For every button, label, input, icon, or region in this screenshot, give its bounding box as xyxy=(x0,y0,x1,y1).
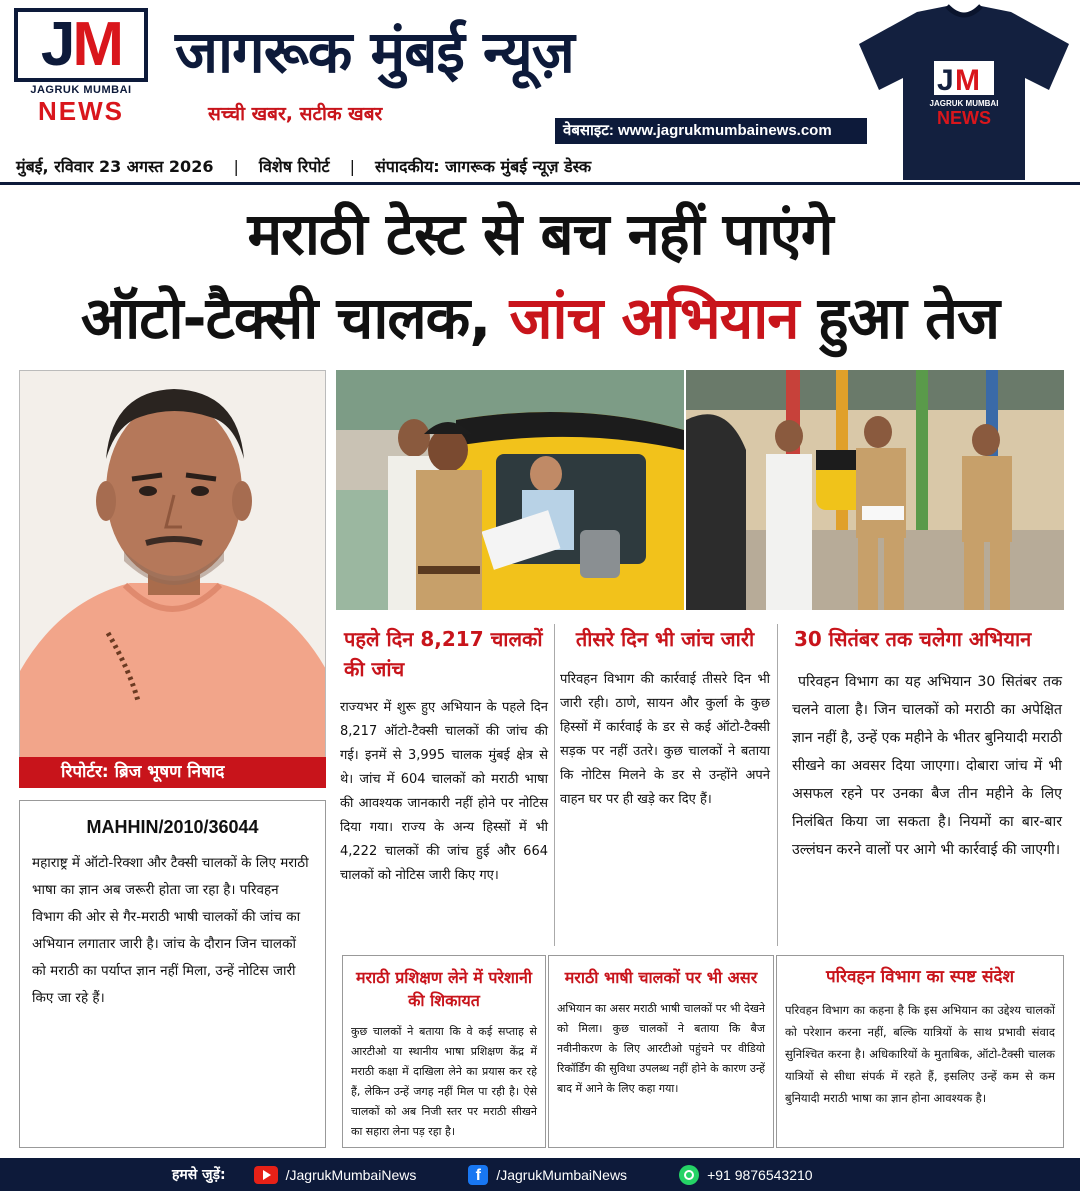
reporter-credit: रिपोर्टर: ब्रिज भूषण निषाद xyxy=(19,757,326,788)
registration-box xyxy=(19,800,326,1148)
section-label: विशेष रिपोर्ट xyxy=(258,157,330,176)
svg-text:J: J xyxy=(937,64,954,97)
box-marathi-drivers xyxy=(548,955,774,1148)
box-text: परिवहन विभाग का कहना है कि इस अभियान का उद्देश्य चालकों को परेशान करना नहीं, बल्कि यात्रियों के साथ प्रभावी संवाद सुनिश्चित करना है। अधिकारियों के मुताबिक, ऑटो-टैक्सी चालक यात्रियों से सीधा संपर्क में रहते हैं, इसलिए उन्हें कम से कम बुनियादी मराठी भाषा का ज्ञान होना आवश्यक है। xyxy=(785,1003,1055,1105)
box-text: कुछ चालकों ने बताया कि वे कई सप्ताह से आरटीओ या स्थानीय भाषा प्रशिक्षण केंद्र में मराठी कक्षा में दाखिला लेने का प्रयास कर रहे हैं, लेकिन उन्हें जगह नहीं मिल पा रही है। ऐसे चालकों को अब निजी स्तर पर मराठी सीखने का सहारा लेना पड़ रहा है। xyxy=(351,1025,537,1138)
svg-text:M: M xyxy=(955,64,980,97)
tshirt-logo-subtitle: JAGRUK MUMBAI xyxy=(929,99,999,108)
tshirt-logo-news: NEWS xyxy=(937,108,991,128)
youtube-icon[interactable] xyxy=(254,1166,278,1184)
dateline xyxy=(0,150,850,182)
dateline-separator: | xyxy=(349,156,355,176)
column-heading: पहले दिन 8,217 चालकों की जांच xyxy=(344,627,543,681)
taxi-inspection-photo xyxy=(336,370,684,610)
jm-news-logo[interactable] xyxy=(14,8,148,126)
logo-letter-j: J xyxy=(40,10,73,79)
masthead-tagline: सच्ची खबर, सटीक खबर xyxy=(208,103,383,125)
auto-stand-inspection-photo xyxy=(686,370,1064,610)
facebook-icon[interactable]: f xyxy=(468,1165,488,1185)
logo-letter-m: M xyxy=(72,10,122,79)
logo-news: NEWS xyxy=(38,96,124,126)
article-column-third-day xyxy=(560,624,770,812)
reporter-photo xyxy=(19,370,326,788)
headline-line-2-end: हुआ तेज xyxy=(798,284,1000,352)
masthead xyxy=(0,0,1080,150)
column-divider xyxy=(777,624,778,946)
tshirt-icon xyxy=(855,4,1073,182)
facebook-link[interactable]: /JagrukMumbaiNews xyxy=(496,1166,628,1183)
column-text: परिवहन विभाग का यह अभियान 30 सितंबर तक चलने वाला है। जिन चालकों को मराठी का अपेक्षित ज्ञान नहीं है, उन्हें एक महीने के भीतर बुनियादी मराठी सीखने का अवसर दिया जाएगा। दोबारा जांच में भी असफल रहने पर उनका बैज तीन महीने के लिए निलंबित किया जा सकता है। नियमों का बार-बार उल्लंघन करने वालों पर आगे भी कार्रवाई की जाएगी। xyxy=(792,674,1062,858)
footer-bar xyxy=(0,1158,1080,1191)
masthead-title: जागरूक मुंबई न्यूज़ xyxy=(175,18,574,86)
column-heading: 30 सितंबर तक चलेगा अभियान xyxy=(794,627,1032,651)
whatsapp-number[interactable]: +91 9876543210 xyxy=(707,1166,813,1183)
masthead-rule xyxy=(0,182,1080,185)
box-training-complaint xyxy=(342,955,546,1148)
column-heading: तीसरे दिन भी जांच जारी xyxy=(575,627,755,651)
headline-accent: जांच अभियान xyxy=(509,284,799,352)
box-heading: मराठी भाषी चालकों पर भी असर xyxy=(564,968,758,987)
registration-number: MAHHIN/2010/36044 xyxy=(86,817,259,837)
dateline-separator: | xyxy=(233,156,239,176)
article-column-deadline xyxy=(792,624,1062,864)
whatsapp-icon[interactable] xyxy=(679,1165,699,1185)
intro-paragraph: महाराष्ट्र में ऑटो-रिक्शा और टैक्सी चालकों के लिए मराठी भाषा का ज्ञान अब जरूरी होता जा रहा है। परिवहन विभाग की ओर से गैर-मराठी भाषी चालकों की जांच का अभियान लगातार जारी है। जांच के दौरान जिन चालकों को मराठी का पर्याप्त ज्ञान नहीं मिला, उन्हें नोटिस जारी किए जा रहे हैं। xyxy=(32,855,309,1006)
headline-line-2 xyxy=(0,276,1080,360)
logo-letters xyxy=(14,8,148,82)
website-link[interactable]: वेबसाइट: www.jagrukmumbainews.com xyxy=(555,118,867,144)
box-text: अभियान का असर मराठी भाषी चालकों पर भी देखने को मिला। कुछ चालकों ने बताया कि बैज नवीनीकरण के लिए आरटीओ पहुंचने पर वीडियो रिकॉर्डिंग की सुविधा उपलब्ध नहीं होने के कारण उन्हें बाद में आने के लिए कहा गया। xyxy=(557,1002,765,1095)
box-heading: परिवहन विभाग का स्पष्ट संदेश xyxy=(825,967,1015,987)
column-divider xyxy=(554,624,555,946)
youtube-link[interactable]: /JagrukMumbaiNews xyxy=(285,1166,417,1183)
headline-line-2-start: ऑटो-टैक्सी चालक, xyxy=(80,284,510,352)
article-column-first-day xyxy=(340,624,548,888)
editorial-label: संपादकीय: जागरूक मुंबई न्यूज़ डेस्क xyxy=(374,157,592,176)
logo-subtitle: JAGRUK MUMBAI xyxy=(30,84,132,96)
box-heading: मराठी प्रशिक्षण लेने में परेशानी की शिकायत xyxy=(355,968,533,1010)
issue-date: मुंबई, रविवार 23 अगस्त 2026 xyxy=(16,157,214,176)
footer-connect-label: हमसे जुड़ें: xyxy=(172,1167,226,1183)
headline-line-1: मराठी टेस्ट से बच नहीं पाएंगे xyxy=(247,200,833,268)
column-text: परिवहन विभाग की कार्रवाई तीसरे दिन भी जारी रही। ठाणे, सायन और कुर्ला के कुछ हिस्सों में कार्रवाई के डर से कई ऑटो-टैक्सी सड़क पर नहीं उतरे। कुछ चालकों ने बताया कि नोटिस मिलने के डर से उन्होंने अपने वाहन घर पर ही खड़े कर दिए हैं। xyxy=(560,672,770,807)
box-department-message xyxy=(776,955,1064,1148)
column-text: राज्यभर में शुरू हुए अभियान के पहले दिन 8,217 ऑटो-टैक्सी चालकों की जांच की गई। इनमें से 3,995 चालक मुंबई क्षेत्र से थे। जांच में 604 चालकों को मराठी भाषा की आवश्यक जानकारी नहीं होने पर नोटिस दिया गया। राज्य के अन्य हिस्सों में भी 4,222 चालकों की जांच हुई और 664 चालकों को नोटिस जारी किए गए। xyxy=(340,700,548,883)
main-headline xyxy=(0,192,1080,360)
